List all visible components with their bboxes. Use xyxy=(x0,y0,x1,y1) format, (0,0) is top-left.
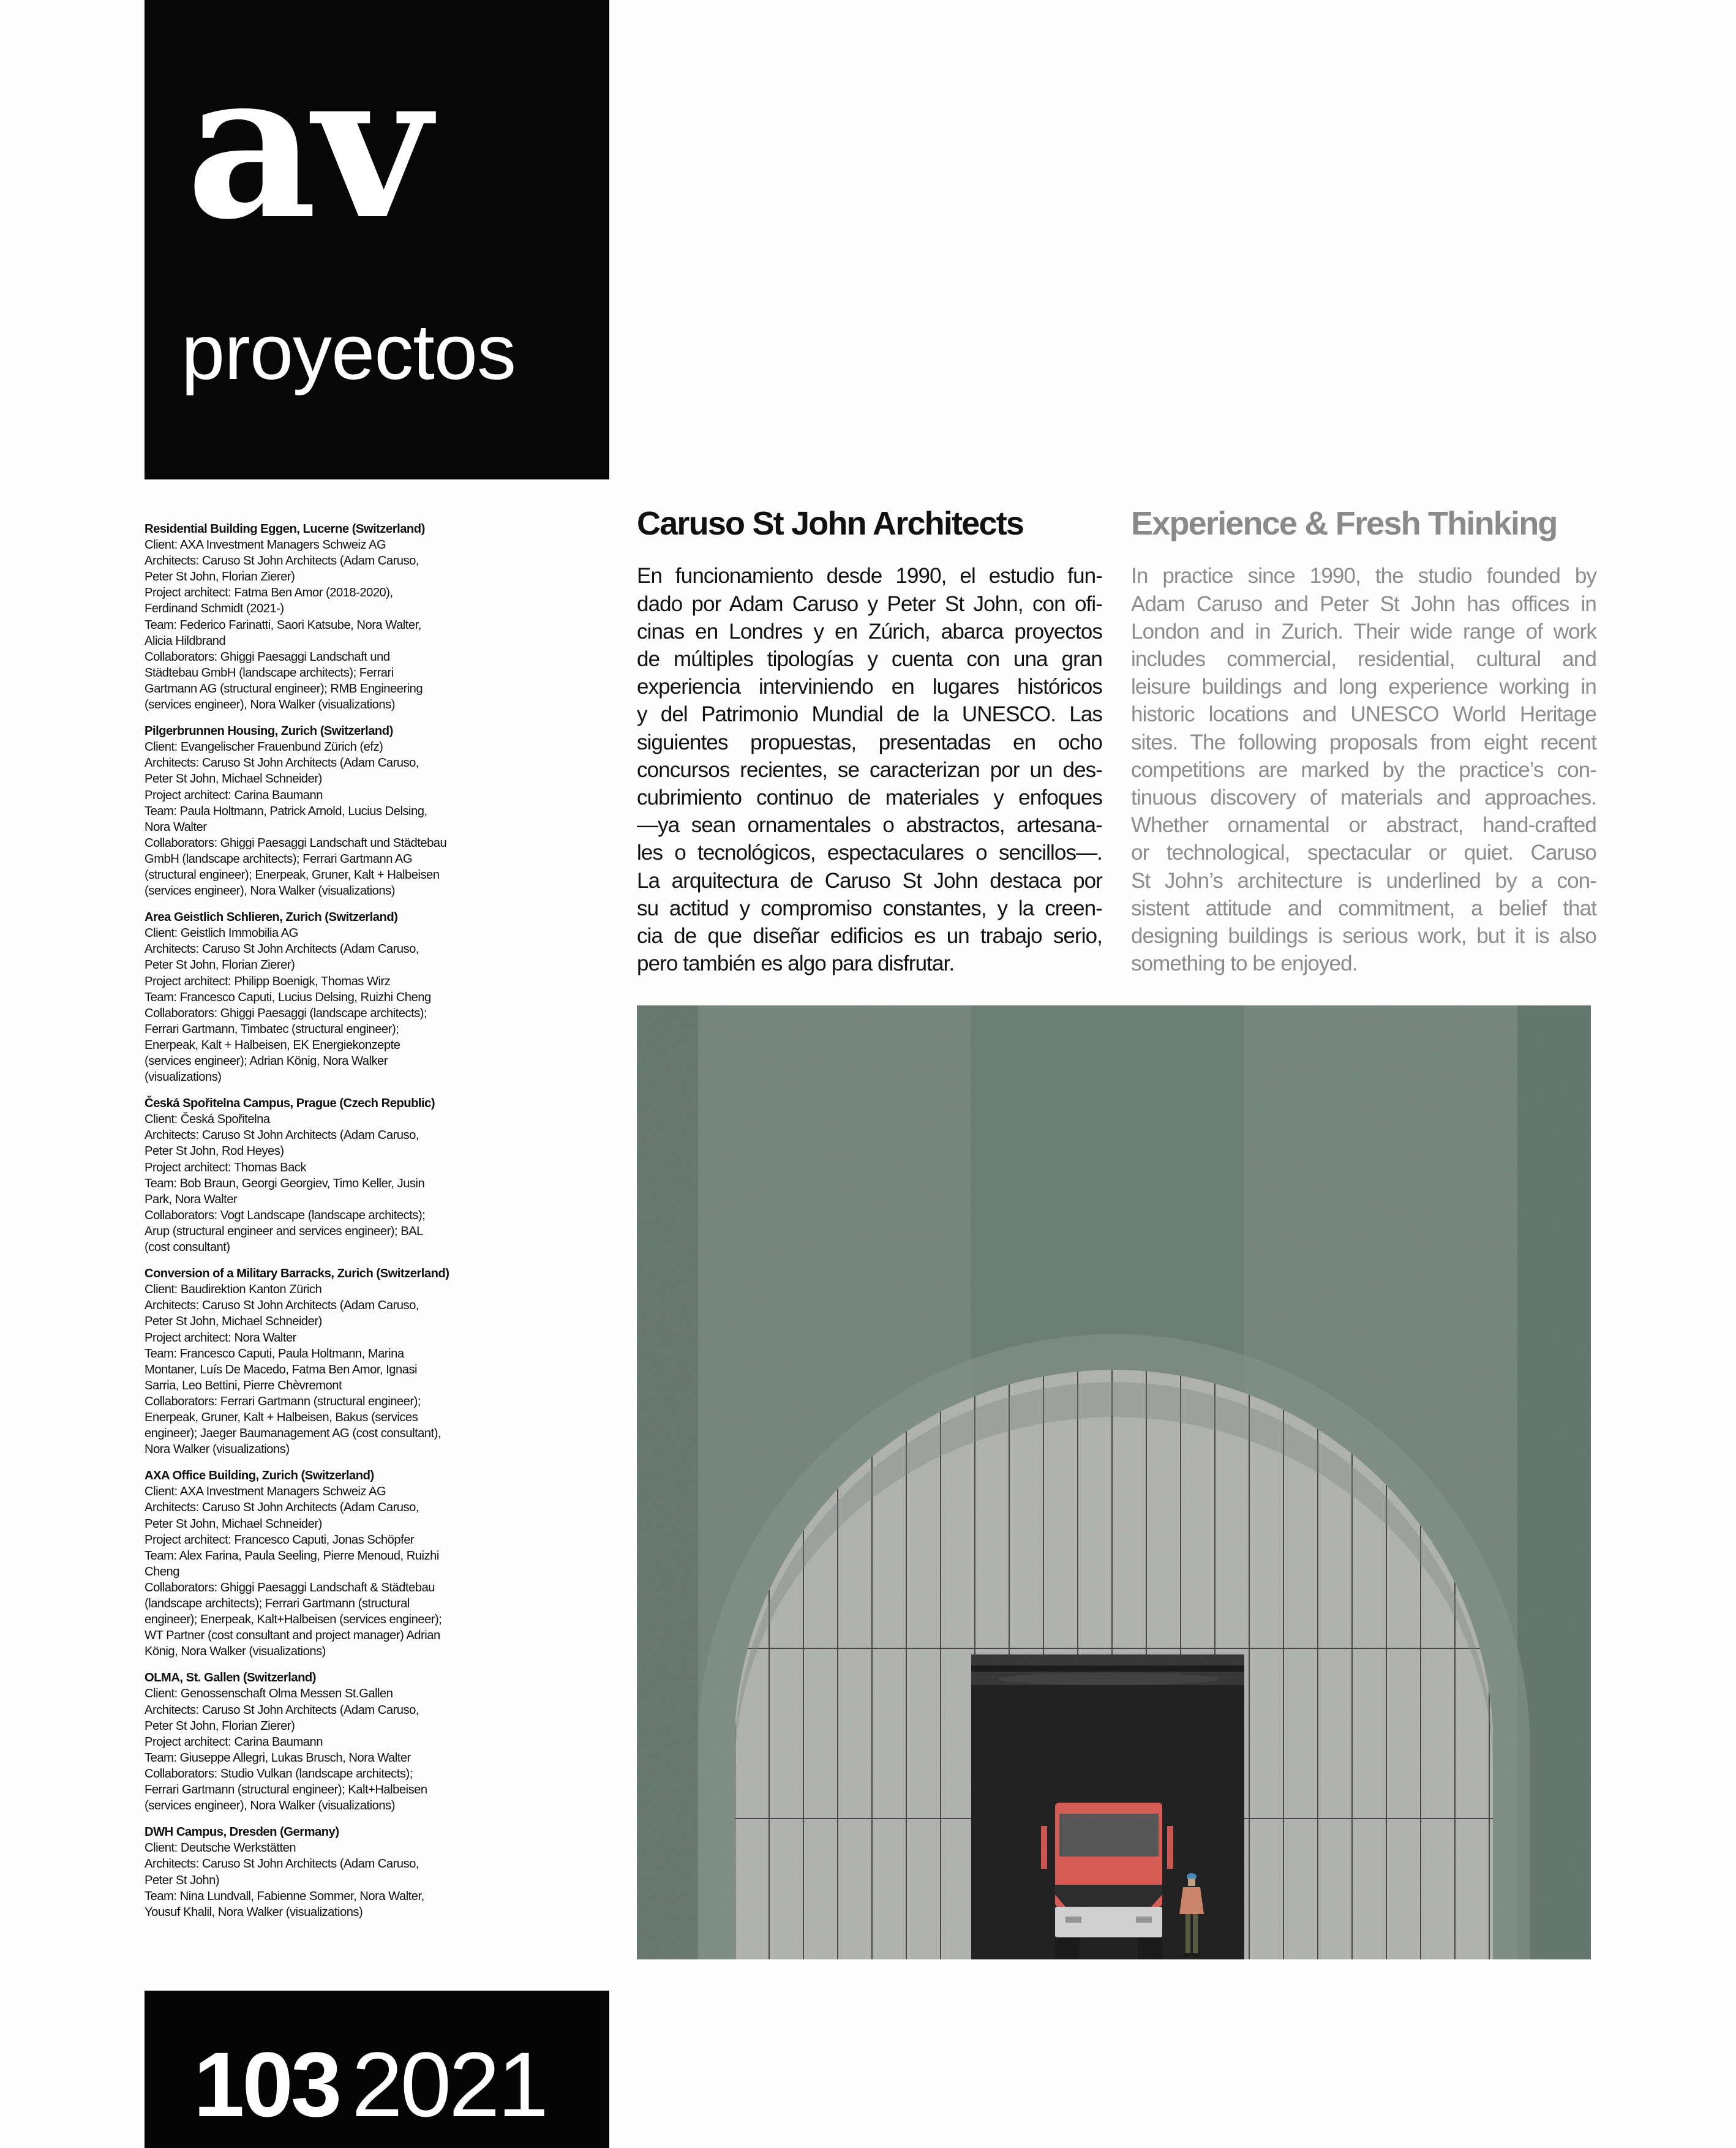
credit-line: (services engineer), Nora Walker (visualizations) xyxy=(145,1799,395,1813)
credit-line: Ferdinand Schmidt (2021-) xyxy=(145,602,284,616)
credit-title: DWH Campus, Dresden (Germany) xyxy=(145,1825,339,1839)
body-line: Whether ornamental or abstract, hand-crafted xyxy=(1131,813,1596,838)
credit-line: Architects: Caruso St John Architects (Adam Caruso, xyxy=(145,1299,419,1313)
body-line: sites. The following proposals from eight recent xyxy=(1131,730,1596,754)
credit-line: Enerpeak, Kalt + Halbeisen, EK Energiekonzepte xyxy=(145,1038,400,1052)
article-body-es xyxy=(637,562,1102,977)
credit-line: Collaborators: Ghiggi Paesaggi Landschaft und Städtebau xyxy=(145,836,447,850)
body-line: or technological, spectacular or quiet. Caruso xyxy=(1131,841,1596,865)
credit-line: (visualizations) xyxy=(145,1070,222,1084)
credit-line: Ferrari Gartmann, Timbatec (structural engineer); xyxy=(145,1022,399,1036)
credit-line: Project architect: Nora Walter xyxy=(145,1331,296,1345)
credit-line: Städtebau GmbH (landscape architects); Ferrari xyxy=(145,666,394,680)
credit-line: Architects: Caruso St John Architects (Adam Caruso, xyxy=(145,554,419,568)
credit-line: Peter St John, Michael Schneider) xyxy=(145,772,322,786)
body-line: su actitud y compromiso constantes, y la creen- xyxy=(637,896,1102,920)
credit-title: Conversion of a Military Barracks, Zurich (Switzerland) xyxy=(145,1267,449,1281)
credit-line: Team: Giuseppe Allegri, Lukas Brusch, Nora Walter xyxy=(145,1751,411,1765)
credit-line: König, Nora Walker (visualizations) xyxy=(145,1645,326,1659)
project-credits xyxy=(145,521,487,1931)
body-line: experiencia interviniendo en lugares históricos xyxy=(637,675,1102,699)
credit-line: Architects: Caruso St John Architects (Adam Caruso, xyxy=(145,1128,419,1143)
credit-line: WT Partner (cost consultant and project manager) Adrian xyxy=(145,1629,440,1643)
credit-entry xyxy=(145,1824,487,1920)
body-line: sistent attitude and commitment, a belief that xyxy=(1131,896,1596,920)
article-body-en xyxy=(1131,562,1596,977)
credit-line: Team: Paula Holtmann, Patrick Arnold, Lucius Delsing, xyxy=(145,804,427,818)
body-line: designing buildings is serious work, but it is also xyxy=(1131,923,1596,948)
credit-line: (landscape architects); Ferrari Gartmann (structural xyxy=(145,1597,410,1610)
truck-windshield xyxy=(1059,1814,1159,1857)
credit-line: Collaborators: Ghiggi Paesaggi (landscape architects); xyxy=(145,1006,427,1020)
logo-mark: av xyxy=(186,26,427,264)
credit-title: AXA Office Building, Zurich (Switzerland) xyxy=(145,1469,374,1483)
credit-line: Montaner, Luís De Macedo, Fatma Ben Amor, Ignasi xyxy=(145,1362,418,1376)
credit-line: Team: Nina Lundvall, Fabienne Sommer, Nora Walter, xyxy=(145,1889,424,1903)
credit-line: Team: Bob Braun, Georgi Georgiev, Timo Keller, Jusin xyxy=(145,1176,425,1190)
body-line: dado por Adam Caruso y Peter St John, con ofi- xyxy=(637,591,1102,616)
credit-title: Residential Building Eggen, Lucerne (Switzerland) xyxy=(145,522,425,536)
credit-line: Peter St John, Florian Zierer) xyxy=(145,1719,295,1733)
article-title-en: Experience & Fresh Thinking xyxy=(1131,505,1557,542)
credit-line: GmbH (landscape architects); Ferrari Gartmann AG xyxy=(145,852,413,866)
credit-line: Ferrari Gartmann (structural engineer); Kalt+Halbeisen xyxy=(145,1783,427,1797)
credit-line: Nora Walter xyxy=(145,820,207,834)
credit-line: Gartmann AG (structural engineer); RMB Engineering xyxy=(145,682,423,696)
truck-mirror-right xyxy=(1167,1826,1173,1869)
logo-subtitle: proyectos xyxy=(181,309,516,396)
credit-line: Peter St John, Florian Zierer) xyxy=(145,958,295,972)
credit-entry xyxy=(145,1670,487,1814)
issue-year: 2021 xyxy=(351,2033,546,2136)
credit-entry xyxy=(145,909,487,1085)
body-line: cia de que diseñar edificios es un trabajo serio, xyxy=(637,923,1102,948)
body-line: tinuous discovery of materials and approaches. xyxy=(1131,785,1596,809)
pilaster-edge xyxy=(637,1005,698,1959)
credit-line: Project architect: Carina Baumann xyxy=(145,1735,323,1749)
credit-title: Area Geistlich Schlieren, Zurich (Switzerland) xyxy=(145,911,398,925)
credit-line: Client: Deutsche Werkstätten xyxy=(145,1841,296,1855)
credit-line: (services engineer), Nora Walker (visualizations) xyxy=(145,884,395,898)
credit-line: engineer); Enerpeak, Kalt+Halbeisen (services engineer); xyxy=(145,1613,442,1627)
credit-line: Client: Genossenschaft Olma Messen St.Gallen xyxy=(145,1687,393,1701)
credit-line: Peter St John, Michael Schneider) xyxy=(145,1517,322,1531)
credit-line: Client: Geistlich Immobilia AG xyxy=(145,926,298,941)
credit-line: Park, Nora Walter xyxy=(145,1192,238,1206)
issue-number: 103 xyxy=(194,2033,340,2136)
credit-line: (services engineer), Nora Walker (visualizations) xyxy=(145,698,395,712)
credit-line: Client: Evangelischer Frauenbund Zürich (efz) xyxy=(145,740,383,754)
credit-line: Collaborators: Ghiggi Paesaggi Landschaft und xyxy=(145,650,390,664)
credit-line: Peter St John) xyxy=(145,1873,220,1887)
body-line: —ya sean ornamentales o abstractos, artesana- xyxy=(637,813,1102,838)
credit-line: (services engineer); Adrian König, Nora Walker xyxy=(145,1054,388,1068)
credit-line: Collaborators: Vogt Landscape (landscape architects); xyxy=(145,1208,426,1222)
body-line: something to be enjoyed. xyxy=(1131,952,1358,976)
credit-title: Pilgerbrunnen Housing, Zurich (Switzerland) xyxy=(145,724,393,738)
truck xyxy=(1041,1803,1173,1959)
credit-line: Project architect: Carina Baumann xyxy=(145,788,323,802)
credit-line: Peter St John, Florian Zierer) xyxy=(145,570,295,584)
credit-line: Client: AXA Investment Managers Schweiz AG xyxy=(145,538,386,552)
truck-mirror-left xyxy=(1041,1826,1047,1869)
body-line: competitions are marked by the practice’s con- xyxy=(1131,757,1596,782)
credit-line: (structural engineer); Enerpeak, Gruner, Kalt + Halbeisen xyxy=(145,868,440,882)
credit-title: OLMA, St. Gallen (Switzerland) xyxy=(145,1671,316,1685)
worker-jacket xyxy=(1179,1887,1204,1914)
credit-line: Team: Francesco Caputi, Paula Holtmann, Marina xyxy=(145,1346,404,1361)
credit-entry xyxy=(145,521,487,713)
credit-line: Cheng xyxy=(145,1564,179,1579)
credit-line: Architects: Caruso St John Architects (Adam Caruso, xyxy=(145,1501,419,1515)
credit-line: Collaborators: Ferrari Gartmann (structural engineer); xyxy=(145,1394,421,1408)
credit-line: Team: Alex Farina, Paula Seeling, Pierre Menoud, Ruizhi xyxy=(145,1549,439,1563)
credit-line: Project architect: Francesco Caputi, Jonas Schöpfer xyxy=(145,1533,415,1547)
body-line: les o tecnológicos, espectaculares o sencillos—. xyxy=(637,841,1102,865)
body-line: leisure buildings and long experience working in xyxy=(1131,675,1596,699)
credit-line: Client: Česká Spořitelna xyxy=(145,1113,270,1127)
credit-line: Project architect: Fatma Ben Amor (2018-2020), xyxy=(145,586,393,600)
credit-line: Client: Baudirektion Kanton Zürich xyxy=(145,1283,322,1297)
credit-line: Collaborators: Ghiggi Paesaggi Landschaft & Städtebau xyxy=(145,1580,435,1594)
credit-line: Enerpeak, Gruner, Kalt + Halbeisen, Bakus (services xyxy=(145,1410,418,1424)
credit-line: engineer); Jaeger Baumanagement AG (cost consultant), xyxy=(145,1427,442,1441)
credit-line: Sarria, Leo Bettini, Pierre Chèvremont xyxy=(145,1378,342,1392)
credit-line: Project architect: Philipp Boenigk, Thomas Wirz xyxy=(145,974,391,988)
credit-entry xyxy=(145,1266,487,1457)
credit-line: Alicia Hildbrand xyxy=(145,634,226,648)
issue-badge xyxy=(145,1991,609,2148)
credit-line: Architects: Caruso St John Architects (Adam Caruso, xyxy=(145,756,419,770)
architectural-rendering xyxy=(637,1005,1591,1959)
body-line: historic locations and UNESCO World Heritage xyxy=(1131,702,1596,727)
credit-line: Architects: Caruso St John Architects (Adam Caruso, xyxy=(145,942,419,956)
body-line: de múltiples tipologías y cuenta con una gran xyxy=(637,647,1102,671)
credit-title: Česká Spořitelna Campus, Prague (Czech Republic) xyxy=(145,1097,435,1111)
body-line: En funcionamiento desde 1990, el estudio fun- xyxy=(637,564,1102,588)
body-line: La arquitectura de Caruso St John destaca por xyxy=(637,868,1102,893)
credit-line: Peter St John, Michael Schneider) xyxy=(145,1315,322,1329)
credit-line: Nora Walker (visualizations) xyxy=(145,1443,290,1457)
credit-line: Project architect: Thomas Back xyxy=(145,1160,306,1174)
body-line: concursos recientes, se caracterizan por un des- xyxy=(637,757,1102,782)
credit-line: Architects: Caruso St John Architects (Adam Caruso, xyxy=(145,1857,419,1871)
credit-line: Peter St John, Rod Heyes) xyxy=(145,1144,284,1158)
credit-line: Team: Francesco Caputi, Lucius Delsing, Ruizhi Cheng xyxy=(145,990,431,1004)
body-line: London and in Zurich. Their wide range of work xyxy=(1131,619,1596,644)
credit-line: Yousuf Khalil, Nora Walker (visualizations) xyxy=(145,1905,363,1919)
body-line: pero también es algo para disfrutar. xyxy=(637,952,955,976)
body-line: Adam Caruso and Peter St John has offices in xyxy=(1131,591,1596,616)
credit-line: Architects: Caruso St John Architects (Adam Caruso, xyxy=(145,1703,419,1717)
credit-line: Arup (structural engineer and services engineer); BAL xyxy=(145,1224,423,1238)
credit-entry xyxy=(145,723,487,899)
body-line: includes commercial, residential, cultural and xyxy=(1131,647,1596,671)
credit-entry xyxy=(145,1468,487,1659)
article-title-es: Caruso St John Architects xyxy=(637,505,1024,542)
body-line: In practice since 1990, the studio founded by xyxy=(1131,564,1596,588)
body-line: cubrimiento continuo de materiales y enfoques xyxy=(637,785,1102,809)
credit-line: Client: AXA Investment Managers Schweiz AG xyxy=(145,1485,386,1499)
body-line: y del Patrimonio Mundial de la UNESCO. Las xyxy=(637,702,1102,727)
magazine-logo xyxy=(145,0,609,479)
credit-line: Team: Federico Farinatti, Saori Katsube, Nora Walter, xyxy=(145,618,421,632)
body-line: siguientes propuestas, presentadas en ocho xyxy=(637,730,1102,754)
credit-entry xyxy=(145,1095,487,1255)
body-line: cinas en Londres y en Zúrich, abarca proyectos xyxy=(637,619,1102,644)
credit-line: (cost consultant) xyxy=(145,1241,230,1255)
body-line: St John’s architecture is underlined by a con- xyxy=(1131,868,1596,893)
article-spanish xyxy=(637,506,1102,977)
article-english xyxy=(1131,506,1596,977)
credit-line: Collaborators: Studio Vulkan (landscape architects); xyxy=(145,1767,413,1781)
